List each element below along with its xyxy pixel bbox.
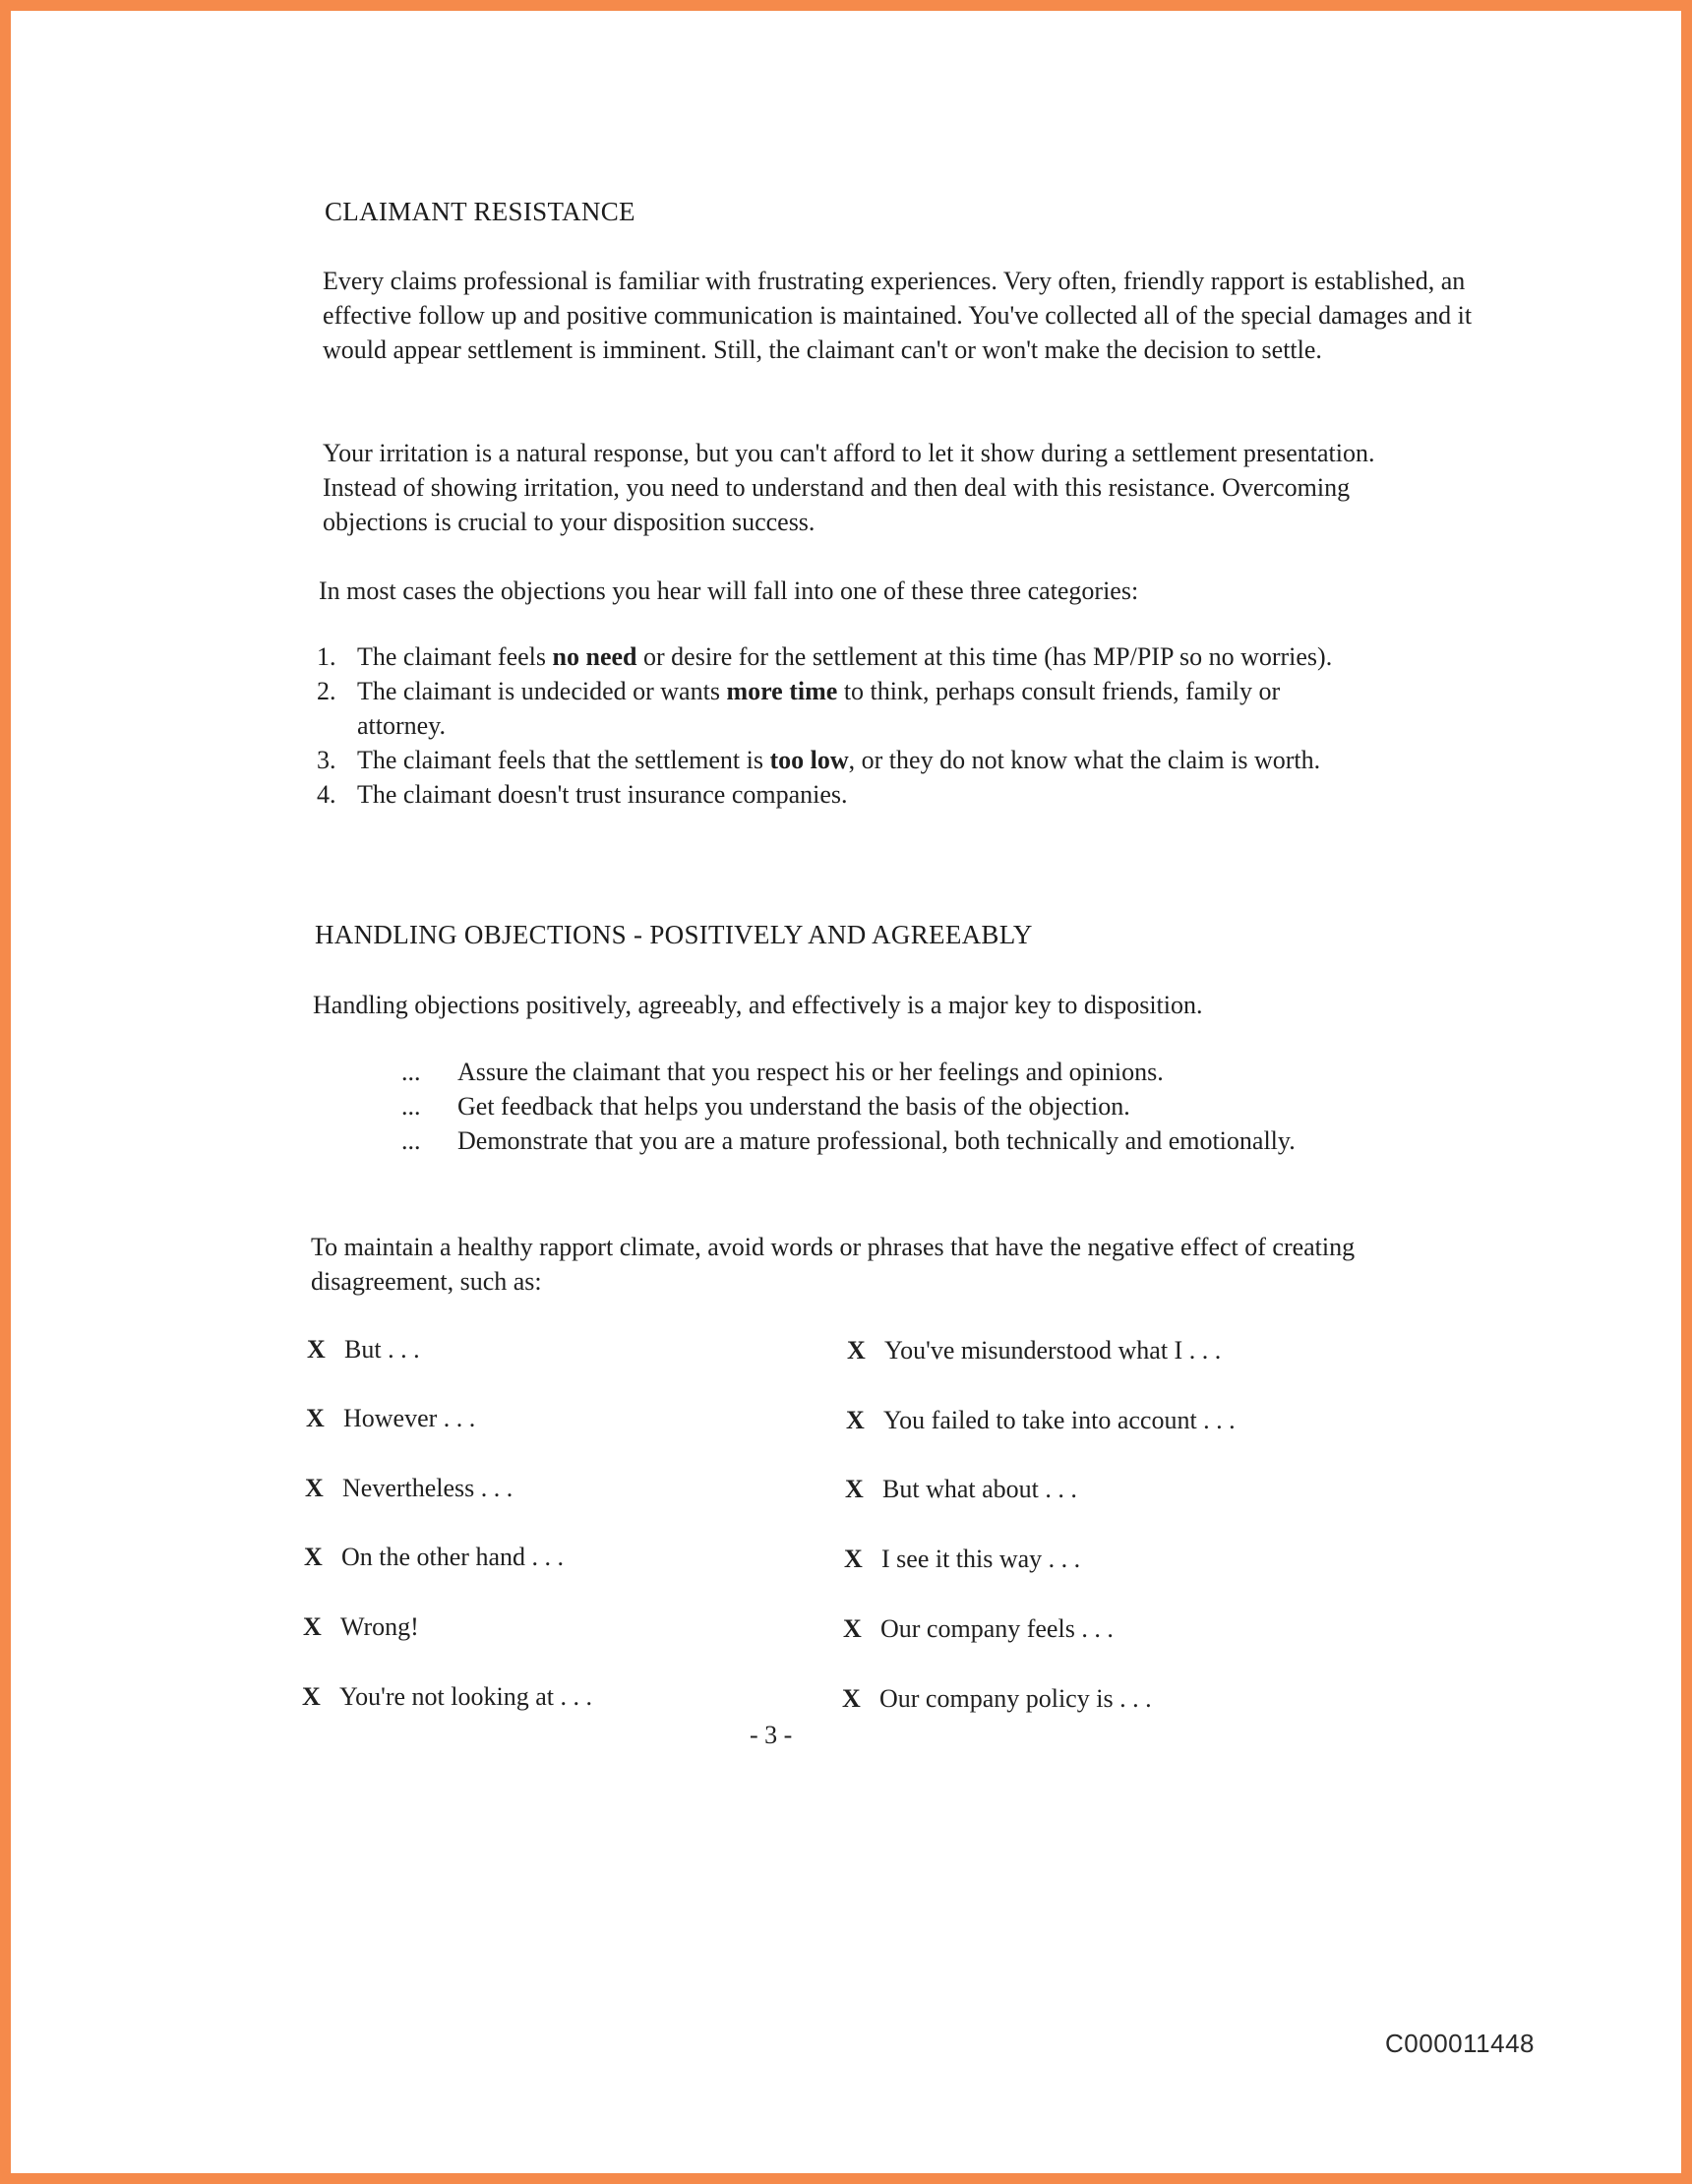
avoid-phrase-left-2: X However . . . bbox=[306, 1401, 475, 1435]
list-item: 1. The claimant feels no need or desire for the settlement at this time (has MP/PIP so no worries). bbox=[317, 639, 1341, 674]
section-heading-handling-objections: HANDLING OBJECTIONS - POSITIVELY AND AGREEABLY bbox=[315, 920, 1033, 949]
x-mark: X bbox=[842, 1684, 861, 1713]
list-item: 3. The claimant feels that the settlement is too low, or they do not know what the claim is worth. bbox=[317, 743, 1400, 777]
x-mark: X bbox=[307, 1335, 326, 1364]
list-item: ... Demonstrate that you are a mature professional, both technically and emotionally. bbox=[401, 1126, 1296, 1155]
avoid-phrase-left-5: X Wrong! bbox=[303, 1609, 419, 1644]
x-mark: X bbox=[303, 1612, 322, 1641]
document-id: C000011448 bbox=[1385, 2029, 1535, 2058]
irritation-paragraph: Your irritation is a natural response, but you can't afford to let it show during a settlement presentation. Instead of showing irritation, you need to understand and then deal with this resistance. Overcoming objections is crucial to your disposition success. bbox=[323, 439, 1375, 536]
x-mark: X bbox=[304, 1543, 323, 1571]
list-item: ... Assure the claimant that you respect his or her feelings and opinions. bbox=[401, 1058, 1164, 1086]
rapport-paragraph: To maintain a healthy rapport climate, avoid words or phrases that have the negative effect of creating disagreement, such as: bbox=[311, 1233, 1356, 1296]
section-heading-claimant-resistance: CLAIMANT RESISTANCE bbox=[325, 197, 635, 226]
x-mark: X bbox=[846, 1406, 865, 1434]
list-item: ... Get feedback that helps you understand the basis of the objection. bbox=[401, 1092, 1130, 1121]
avoid-phrase-right-1: X You've misunderstood what I . . . bbox=[847, 1333, 1221, 1367]
x-mark: X bbox=[844, 1545, 863, 1573]
list-number: 3. bbox=[317, 746, 336, 774]
list-item: 4. The claimant doesn't trust insurance companies. bbox=[317, 777, 1341, 812]
categories-intro: In most cases the objections you hear will fall into one of these three categories: bbox=[319, 576, 1139, 605]
avoid-phrase-left-1: X But . . . bbox=[307, 1332, 420, 1366]
list-number: 2. bbox=[317, 677, 336, 705]
x-mark: X bbox=[306, 1404, 325, 1432]
avoid-phrase-right-5: X Our company feels . . . bbox=[843, 1611, 1114, 1646]
avoid-phrase-right-2: X You failed to take into account . . . bbox=[846, 1403, 1236, 1437]
x-mark: X bbox=[302, 1682, 321, 1711]
handling-tips-list bbox=[401, 1055, 1296, 1158]
list-number: 4. bbox=[317, 780, 336, 809]
list-number: 1. bbox=[317, 642, 336, 671]
list-item: 2. The claimant is undecided or wants more time to think, perhaps consult friends, family or attorney. bbox=[317, 674, 1341, 743]
avoid-phrase-left-3: X Nevertheless . . . bbox=[305, 1471, 513, 1505]
handling-paragraph: Handling objections positively, agreeably, and effectively is a major key to disposition. bbox=[313, 991, 1203, 1019]
avoid-phrase-left-4: X On the other hand . . . bbox=[304, 1540, 564, 1574]
intro-paragraph: Every claims professional is familiar with frustrating experiences. Very often, friendly rapport is established, an effective follow up and positive communication is maintained. You've collected all of the special damages and it would appear settlement is imminent. Still, the claimant can't or won't make the decision to settle. bbox=[323, 267, 1473, 364]
x-mark: X bbox=[305, 1474, 324, 1502]
avoid-phrase-right-4: X I see it this way . . . bbox=[844, 1542, 1080, 1576]
page-number: - 3 - bbox=[750, 1721, 793, 1749]
avoid-phrase-right-3: X But what about . . . bbox=[845, 1472, 1077, 1506]
objection-categories-list bbox=[317, 639, 1399, 812]
x-mark: X bbox=[845, 1475, 864, 1503]
x-mark: X bbox=[843, 1614, 862, 1643]
avoid-phrase-left-6: X You're not looking at . . . bbox=[302, 1679, 592, 1714]
avoid-phrase-right-6: X Our company policy is . . . bbox=[842, 1681, 1152, 1716]
x-mark: X bbox=[847, 1336, 866, 1365]
